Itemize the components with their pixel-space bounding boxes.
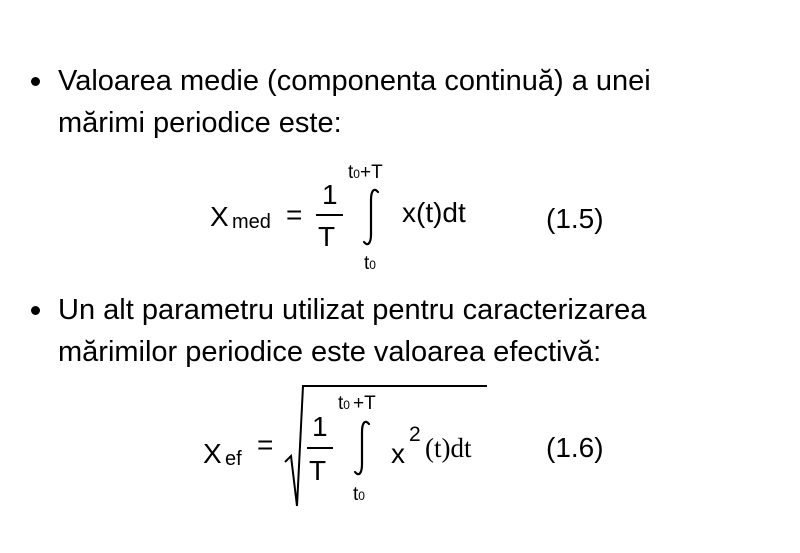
formula-2-lower-limit-sub: 0: [358, 489, 365, 503]
formula-1-number: (1.5): [546, 203, 604, 234]
formula-1-numerator: 1: [322, 179, 338, 210]
formula-1-equals: =: [286, 199, 303, 230]
formula-1-fraction-bar: [316, 214, 343, 216]
formula-1-lower-limit-sub: 0: [369, 258, 376, 272]
formula-1-integrand: x(t)dt: [402, 197, 466, 228]
bullet-1-line-1: Valoarea medie (componenta continuă) a unei: [58, 65, 651, 97]
formula-2-numerator: 1: [312, 411, 328, 442]
formula-1-upper-limit-tail: +T: [359, 162, 383, 183]
formula-2-lower-limit-t: t: [353, 484, 359, 505]
formula-2-integrand-rest: (t)dt: [425, 433, 472, 463]
formula-2-lhs-subscript: ef: [225, 448, 242, 470]
formula-2-upper-limit: [338, 394, 376, 413]
formula-1-lhs: X: [210, 201, 229, 232]
formula-2-upper-limit-sub: 0: [343, 398, 350, 412]
formula-2-fraction-bar: [307, 447, 333, 449]
formula-1-upper-limit-sub: 0: [353, 167, 360, 181]
formula-2-integrand-exponent: 2: [409, 423, 421, 446]
formula-1-lhs-subscript: med: [232, 211, 271, 233]
integral-sign-1: [361, 188, 381, 248]
formula-1-upper-limit-t: t: [348, 162, 354, 183]
formula-2-lower-limit: [353, 485, 365, 504]
bullet-2-line-2: mărimilor periodice este valoarea efectivă:: [58, 336, 602, 368]
formula-2-number: (1.6): [546, 432, 604, 463]
formula-1-denominator: T: [318, 221, 336, 252]
formula-2-denominator: T: [309, 455, 327, 486]
bullet-point-2: [31, 306, 40, 315]
formula-2-lhs: X: [203, 438, 222, 469]
formula-2-integrand-x: x: [391, 438, 405, 469]
bullet-1-line-2: mărimi periodice este:: [58, 107, 342, 139]
formula-1-lower-limit-t: t: [364, 253, 370, 274]
formula-1-lower-limit: [364, 254, 376, 273]
formula-2-upper-limit-t: t: [338, 393, 344, 414]
bullet-2-line-1: Un alt parametru utilizat pentru caracterizarea: [58, 294, 647, 326]
integral-sign-2: [352, 420, 372, 478]
formula-2-equals: =: [257, 429, 274, 460]
bullet-point-1: [31, 77, 40, 86]
formula-2-upper-limit-tail: +T: [352, 393, 376, 414]
formula-1-upper-limit: [348, 163, 383, 182]
